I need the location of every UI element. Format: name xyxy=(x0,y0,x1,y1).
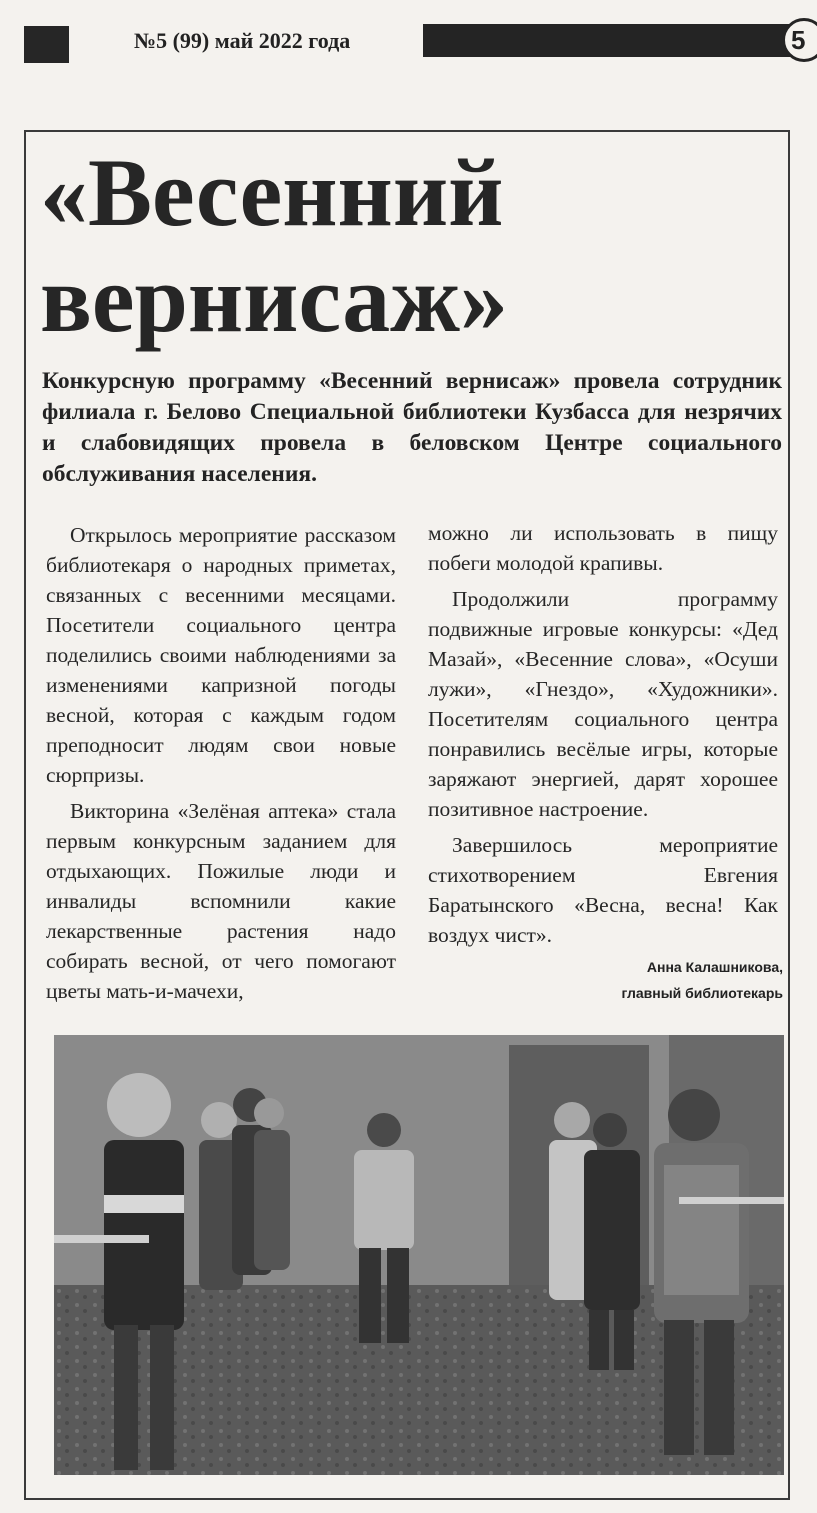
article-lead: Конкурсную программу «Весенний вернисаж» провела сотрудник филиала г. Белово Специальной библиотеки Кузбасса для незрячих и слабовидящих провела в беловском Центре социального обслуживания населения. xyxy=(42,368,782,487)
photo-illustration xyxy=(54,1035,784,1475)
headline-line-1: «Весенний xyxy=(40,139,504,246)
header-black-bar xyxy=(423,24,795,57)
paragraph: можно ли использовать в пищу побеги молодой крапивы. xyxy=(428,521,778,575)
paragraph: Завершилось мероприятие стихотворением Евгения Баратынского «Весна, весна! Как воздух чист». xyxy=(428,833,778,947)
author-role: главный библиотекарь xyxy=(621,985,783,1001)
header-black-block xyxy=(24,26,69,63)
paragraph: Открылось мероприятие рассказом библиотекаря о народных приметах, связанных с весенними месяцами. Посетители социального центра поделились своими наблюдениями за изменениями капризной погоды весной, которая с каждым годом преподносит людям свои новые сюрпризы. xyxy=(46,523,396,787)
page-number: 5 xyxy=(782,18,817,62)
headline-line-2: вернисаж» xyxy=(40,245,508,352)
article-headline xyxy=(40,140,780,352)
paragraph: Викторина «Зелёная аптека» стала первым конкурсным заданием для отдыхающих. Пожилые люди и инвалиды вспомнили какие лекарственные растения надо собирать весной, от чего помогают цветы мать-и-мачехи, xyxy=(46,799,396,1003)
author-name: Анна Калашникова, xyxy=(646,959,783,975)
issue-date: №5 (99) май 2022 года xyxy=(134,28,351,53)
paragraph: Продолжили программу подвижные игровые конкурсы: «Дед Мазай», «Весенние слова», «Осуши лужи», «Гнездо», «Художники». Посетителям социального центра понравились весёлые игры, которые заряжают энергией, дарят хорошее позитивное настроение. xyxy=(428,587,778,821)
byline xyxy=(463,954,783,1006)
text-column-right xyxy=(428,518,778,956)
event-photo xyxy=(54,1035,784,1475)
text-column-left xyxy=(46,520,396,1012)
